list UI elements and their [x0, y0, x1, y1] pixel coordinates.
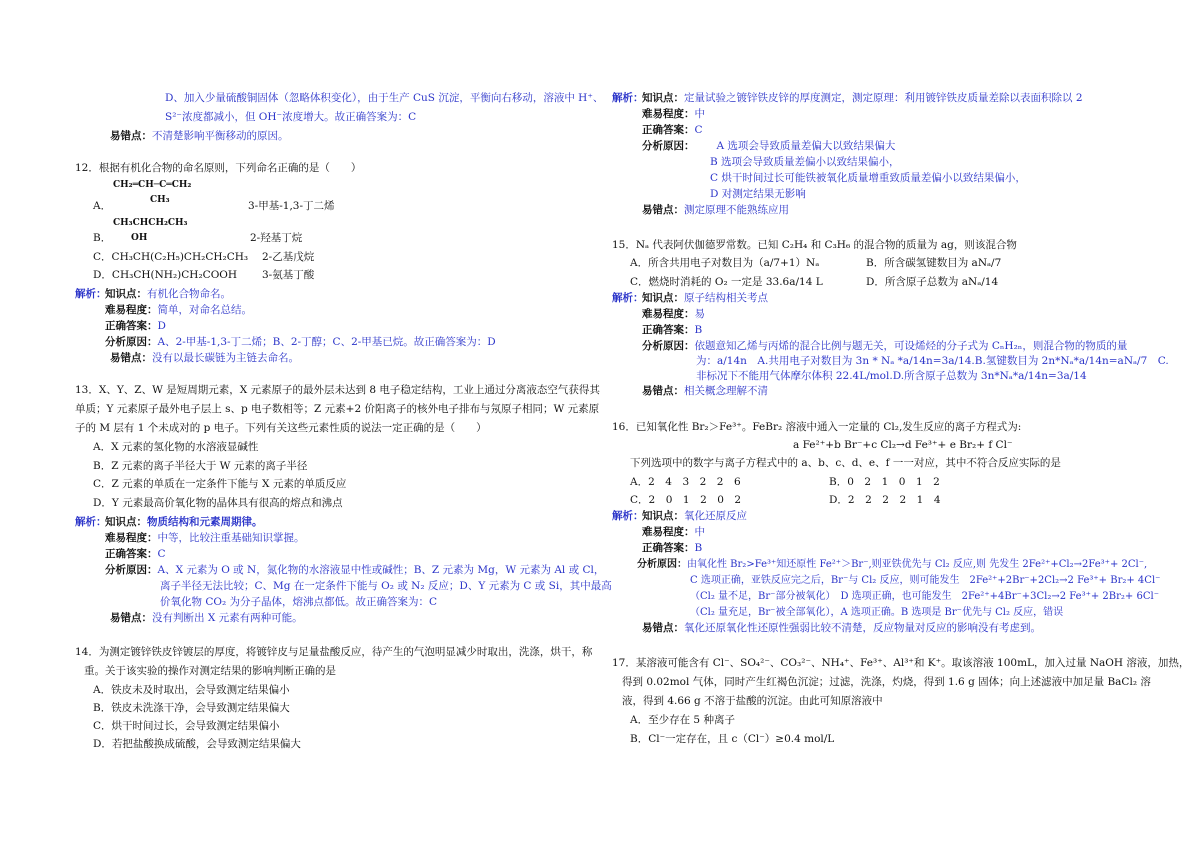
q14-analysis-label: 解析： [612, 92, 644, 104]
q14-stem-line1: 14．为测定镀锌铁皮锌镀层的厚度，将镀锌皮与足量盐酸反应，待产生的气泡明显减少时取出，洗涤，烘干，称 [75, 646, 593, 658]
q12-c-name: 2-乙基戊烷 [262, 251, 315, 263]
q16-reason: 分析原因：由氧化性 Br₂>Fe³⁺知还原性 Fe²⁺＞Br⁻,则亚铁优先与 Cl₂ 反应,则 先发生 2Fe²⁺+Cl₂→2Fe³⁺+ 2Cl⁻, [637, 559, 1148, 570]
q14-reason-line3: C 烘干时间过长可能铁被氧化质量增重致质量差偏小以致结果偏小， [710, 172, 1026, 184]
q17-stem-line3: 液，得到 4.66 g 不溶于盐酸的沉淀。由此可知原溶液中 [622, 695, 883, 707]
q12-analysis-label: 解析： [75, 288, 107, 300]
q13-option-b: B．Z 元素的离子半径大于 W 元素的离子半径 [93, 460, 308, 472]
q12-b-name: 2-羟基丁烷 [250, 232, 303, 244]
q16-reason-line2: C 选项正确，亚铁反应完之后，Br⁻与 Cl₂ 反应，则可能发生 2Fe²⁺+2Br⁻+2Cl₂→2 Fe³⁺+ Br₂+ 4Cl⁻ [690, 575, 1161, 586]
q16-description: 下列选项中的数字与离子方程式中的 a、b、c、d、e、f 一一对应，其中不符合反应实际的是 [630, 457, 1061, 469]
q12-option-c: C．CH₃CH(C₂H₅)CH₂CH₂CH₃ [93, 251, 249, 263]
q17-stem-line1: 17．某溶液可能含有 Cl⁻、SO₄²⁻、CO₃²⁻、NH₄⁺、Fe³⁺、Al³⁺和 K⁺。取该溶液 100mL，加入过量 NaOH 溶液，加热， [612, 657, 1190, 669]
q16-equation: a Fe²⁺+b Br⁻+c Cl₂→d Fe³⁺+ e Br₂+ f Cl⁻ [793, 439, 1013, 451]
prev-error-row [110, 130, 289, 143]
q12-b-label: B． [93, 232, 112, 244]
q15-answer: 正确答案：B [642, 324, 703, 336]
q12-a-structure-branch: CH₃ [150, 195, 170, 205]
q12-a-structure-main: CH₂═CH─C═CH₂ [113, 180, 192, 190]
q14-reason: 分析原因： A 选项会导致质量差偏大以致结果偏大 [642, 140, 896, 152]
error-text: 不清楚影响平衡移动的原因。 [152, 130, 289, 142]
q16-answer: 正确答案：B [642, 542, 703, 554]
q14-knowledge: 知识点：定量试验之镀锌铁皮锌的厚度测定，测定原理：利用镀锌铁皮质量差除以表面积除以 2 [642, 92, 1083, 104]
q15-reason-line2: 为：a/14n A.共用电子对数目为 3n * Nₐ *a/14n=3a/14.B.氢键数目为 2n*Nₐ*a/14n=aNₐ/7 C. [696, 355, 1169, 367]
q15-reason: 分析原因：依题意知乙烯与丙烯的混合比例与题无关，可设烯烃的分子式为 CₙH₂ₙ，则混合物的物质的量 [642, 340, 1128, 352]
q17-option-a: A．至少存在 5 种离子 [630, 714, 735, 726]
q13-reason-line3: 价氧化物 CO₂ 为分子晶体，熔沸点都低。故正确答案为：C [160, 596, 438, 608]
q16-option-b: B．0 2 1 0 1 2 [829, 476, 940, 488]
q14-option-c: C．烘干时间过长，会导致测定结果偏小 [93, 720, 280, 732]
error-label: 易错点： [110, 130, 152, 142]
q12-b-structure-main: CH₃CHCH₂CH₃ [113, 218, 188, 228]
q13-option-d: D．Y 元素最高价氧化物的晶体具有很高的熔点和沸点 [93, 497, 343, 509]
q12-stem: 12．根据有机化合物的命名原则，下列命名正确的是（ ） [75, 162, 362, 174]
q14-reason-line2: B 选项会导致质量差偏小以致结果偏小， [710, 156, 900, 168]
q16-reason-line3: （Cl₂ 量不足，Br⁻部分被氧化） D 选项正确，也可能发生 2Fe²⁺+4Br⁻+3Cl₂→2 Fe³⁺+ 2Br₂+ 6Cl⁻ [690, 591, 1159, 602]
q12-b-structure-oh: OH [131, 233, 148, 243]
q16-analysis-label: 解析： [612, 510, 644, 522]
q12-reason: 分析原因：A、2-甲基-1,3-丁二烯；B、2-丁醇；C、2-甲基已烷。故正确答案为：D [105, 336, 496, 348]
q14-option-d: D．若把盐酸换成硫酸，会导致测定结果偏大 [93, 738, 301, 750]
q15-analysis-label: 解析： [612, 292, 644, 304]
q13-difficulty: 难易程度：中等，比较注重基础知识掌握。 [105, 532, 305, 544]
q13-option-c: C．Z 元素的单质在一定条件下能与 X 元素的单质反应 [93, 478, 347, 490]
q14-reason-line4: D 对测定结果无影响 [710, 188, 806, 200]
q12-error: 易错点：没有以最长碳链为主链去命名。 [110, 352, 299, 364]
q16-difficulty: 难易程度：中 [642, 526, 705, 538]
q15-option-a: A．所含共用电子对数目为（a/7+1）Nₐ [630, 257, 820, 269]
prev-answer-line1: D、加入少量硫酸铜固体（忽略体积变化），由于生产 CuS 沉淀，平衡向右移动，溶液中 H⁺、 [165, 92, 604, 104]
q16-stem: 16．已知氧化性 Br₂＞Fe³⁺。FeBr₂ 溶液中通入一定量的 Cl₂,发生反应的离子方程式为: [612, 421, 1022, 433]
q17-stem-line2: 得到 0.02mol 气体，同时产生红褐色沉淀；过滤，洗涤，灼烧，得到 1.6 g 固体；向上述滤液中加足量 BaCl₂ 溶 [622, 676, 1151, 688]
q13-stem-line2: 单质；Y 元素原子最外电子层上 s、p 电子数相等；Z 元素+2 价阳离子的核外电子排布与氖原子相同；W 元素原 [75, 403, 600, 415]
q13-error: 易错点：没有判断出 X 元素有两种可能。 [110, 612, 303, 624]
q16-error: 易错点：氧化还原氧化性还原性强弱比较不清楚，反应物量对反应的影响没有考虑到。 [642, 622, 1041, 634]
q12-a-label: A． [93, 200, 112, 212]
q15-error: 易错点：相关概念理解不清 [642, 385, 768, 397]
q14-answer: 正确答案：C [642, 124, 703, 136]
q15-option-d: D．所含原子总数为 aNₐ/14 [866, 276, 999, 288]
q14-stem-line2: 重。关于该实验的操作对测定结果的影响判断正确的是 [84, 665, 336, 677]
q13-option-a: A．X 元素的氢化物的水溶液显碱性 [93, 441, 259, 453]
q15-difficulty: 难易程度：易 [642, 308, 705, 320]
q12-d-name: 3-氨基丁酸 [262, 269, 315, 281]
q17-option-b: B．Cl⁻一定存在，且 c（Cl⁻）≥0.4 mol/L [630, 733, 835, 745]
q12-answer: 正确答案：D [105, 320, 166, 332]
q16-option-d: D．2 2 2 2 1 4 [829, 494, 941, 506]
prev-answer-line2: S²⁻浓度都减小，但 OH⁻浓度增大。故正确答案为：C [165, 111, 417, 123]
q15-stem: 15．Nₐ 代表阿伏伽德罗常数。已知 C₂H₄ 和 C₃H₆ 的混合物的质量为 ag，则该混合物 [612, 239, 1017, 251]
q13-analysis-label: 解析： [75, 516, 107, 528]
q14-option-a: A．铁皮未及时取出，会导致测定结果偏小 [93, 684, 290, 696]
q15-option-c: C．燃烧时消耗的 O₂ 一定是 33.6a/14 L [630, 276, 823, 288]
q13-reason: 分析原因：A、X 元素为 O 或 N，氮化物的水溶液显中性或碱性；B、Z 元素为 Mg，W 元素为 Al 或 Cl， [105, 564, 605, 576]
q15-knowledge: 知识点：原子结构相关考点 [642, 292, 768, 304]
q12-option-d: D．CH₃CH(NH₂)CH₂COOH [93, 269, 238, 281]
q13-stem-line1: 13．X、Y、Z、W 是短周期元素，X 元素原子的最外层未达到 8 电子稳定结构，工业上通过分离液态空气获得其 [75, 384, 600, 396]
q16-knowledge: 知识点：氧化还原反应 [642, 510, 747, 522]
q13-stem-line3: 子的 M 层有 1 个未成对的 p 电子。下列有关这些元素性质的说法一定正确的是（ ） [75, 422, 487, 434]
q16-option-a: A．2 4 3 2 2 6 [630, 476, 741, 488]
q15-reason-line3: 非标况下不能用气体摩尔体积 22.4L/mol.D.所含原子总数为 3n*Nₐ*a/14n=3a/14 [696, 370, 1087, 382]
q15-option-b: B．所含碳氢键数目为 aNₐ/7 [866, 257, 1002, 269]
q13-knowledge: 知识点：物质结构和元素周期律。 [105, 516, 263, 528]
q13-reason-line2: 离子半径无法比较；C、Mg 在一定条件下能与 O₂ 或 N₂ 反应；D、Y 元素为 C 或 Si，其中最高 [160, 580, 612, 592]
q16-reason-line4: （Cl₂ 量充足，Br⁻被全部氧化），A 选项正确。B 选项是 Br⁻优先与 Cl₂ 反应，错误 [690, 607, 1064, 618]
q14-difficulty: 难易程度：中 [642, 108, 705, 120]
q14-error: 易错点：测定原理不能熟练应用 [642, 204, 789, 216]
q16-option-c: C．2 0 1 2 0 2 [630, 494, 742, 506]
q13-answer: 正确答案：C [105, 548, 166, 560]
q12-difficulty: 难易程度：简单，对命名总结。 [105, 304, 252, 316]
q12-knowledge: 知识点：有机化合物命名。 [105, 288, 231, 300]
q12-a-name: 3-甲基-1,3-丁二烯 [248, 200, 335, 212]
q14-option-b: B．铁皮未洗涤干净，会导致测定结果偏大 [93, 702, 290, 714]
